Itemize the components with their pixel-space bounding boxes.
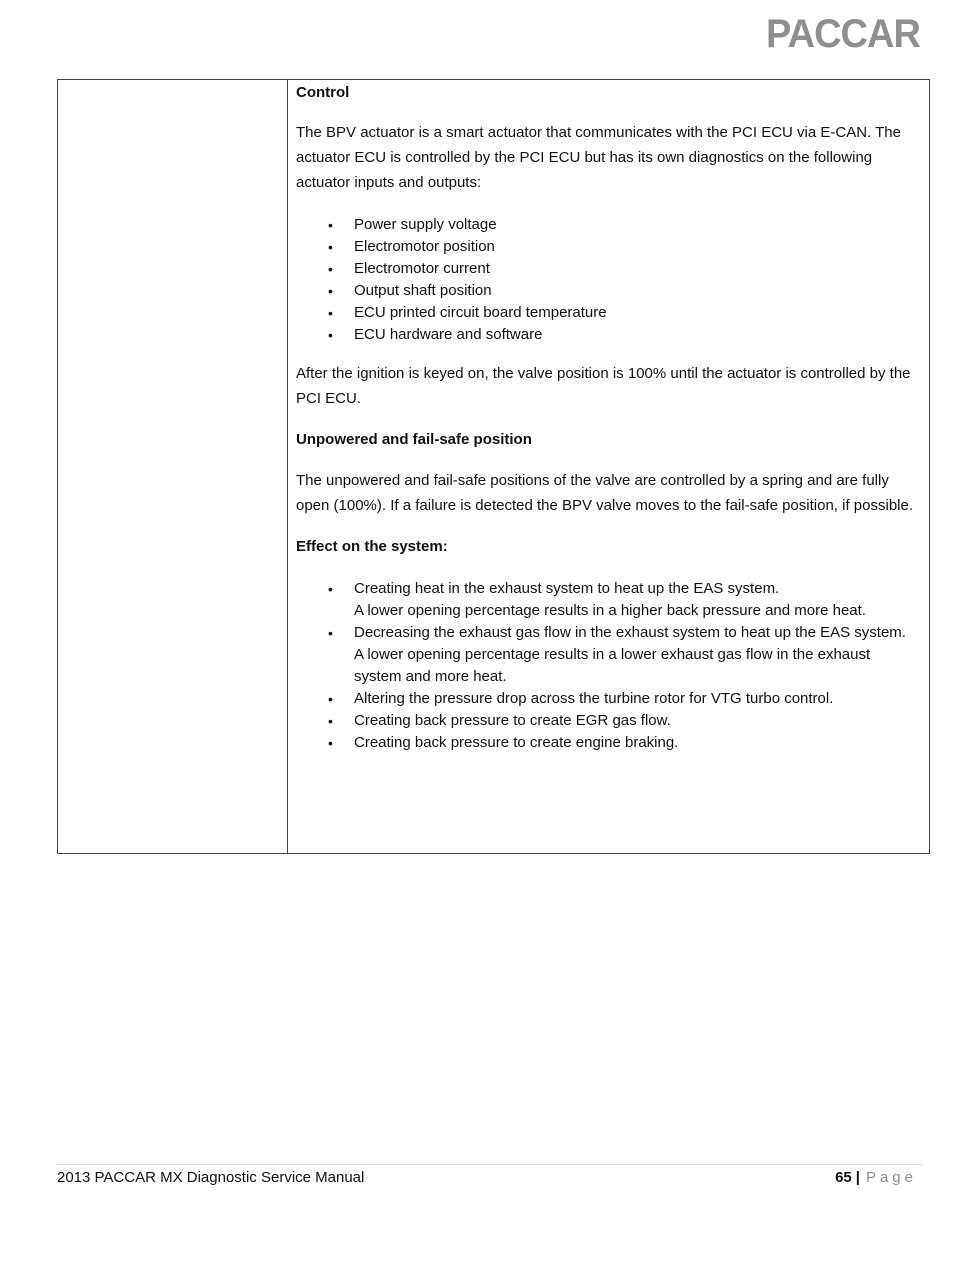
- ignition-paragraph: After the ignition is keyed on, the valve position is 100% until the actuator is controlled by the PCI ECU.: [296, 365, 911, 407]
- list-item: • Output shaft position: [296, 280, 921, 302]
- list-item: • Creating back pressure to create engine braking.: [296, 732, 921, 754]
- failsafe-paragraph: The unpowered and fail-safe positions of the valve are controlled by a spring and are fully open (100%). If a failure is detected the BPV valve moves to the fail-safe position, if possible.: [296, 472, 913, 514]
- manual-title: 2013 PACCAR MX Diagnostic Service Manual: [57, 1169, 365, 1186]
- control-paragraph: The BPV actuator is a smart actuator that communicates with the PCI ECU via E-CAN. The actuator ECU is controlled by the PCI ECU but has its own diagnostics on the following actuator inputs and outputs:: [296, 124, 901, 191]
- bullet: •: [328, 283, 333, 299]
- bullet: •: [328, 713, 333, 729]
- list-item: • Electromotor position: [296, 236, 921, 258]
- bullet: •: [328, 581, 333, 597]
- page-number: 65: [835, 1169, 852, 1186]
- content-table: [57, 79, 930, 854]
- paccar-logo-text: PACCAR: [766, 12, 921, 56]
- footer-divider: [57, 1164, 923, 1165]
- list-item: • Decreasing the exhaust gas flow in the exhaust system to heat up the EAS system. A lower opening percentage results in a lower exhaust gas flow in the exhaust system and more heat.: [328, 624, 906, 685]
- bullet: •: [328, 691, 333, 707]
- page-indicator: [835, 1167, 917, 1189]
- failsafe-heading: Unpowered and fail-safe position: [296, 431, 532, 448]
- page-label: Page: [865, 1169, 917, 1186]
- column-divider: [287, 80, 288, 853]
- bullet: •: [328, 261, 333, 277]
- bullet: •: [328, 735, 333, 751]
- list-item: • Altering the pressure drop across the turbine rotor for VTG turbo control.: [296, 688, 921, 710]
- list-item: • ECU printed circuit board temperature: [296, 302, 921, 324]
- bullet: •: [328, 239, 333, 255]
- effect-list: [296, 578, 921, 754]
- effect-heading: Effect on the system:: [296, 538, 448, 555]
- list-item: • Electromotor current: [296, 258, 921, 280]
- paccar-logo: [766, 12, 924, 56]
- page-separator: |: [855, 1169, 860, 1186]
- list-item: • Creating heat in the exhaust system to heat up the EAS system. A lower opening percentage results in a higher back pressure and more heat.: [328, 580, 866, 619]
- bullet: •: [328, 217, 333, 233]
- list-item: • Power supply voltage: [296, 214, 921, 236]
- diagnostics-list: [296, 214, 921, 346]
- bullet: •: [328, 625, 333, 641]
- list-item: • ECU hardware and software: [296, 324, 921, 346]
- bullet: •: [328, 327, 333, 343]
- bullet: •: [328, 305, 333, 321]
- list-item: • Creating back pressure to create EGR gas flow.: [296, 710, 921, 732]
- description-cell: [296, 80, 921, 754]
- control-heading: Control: [296, 84, 350, 101]
